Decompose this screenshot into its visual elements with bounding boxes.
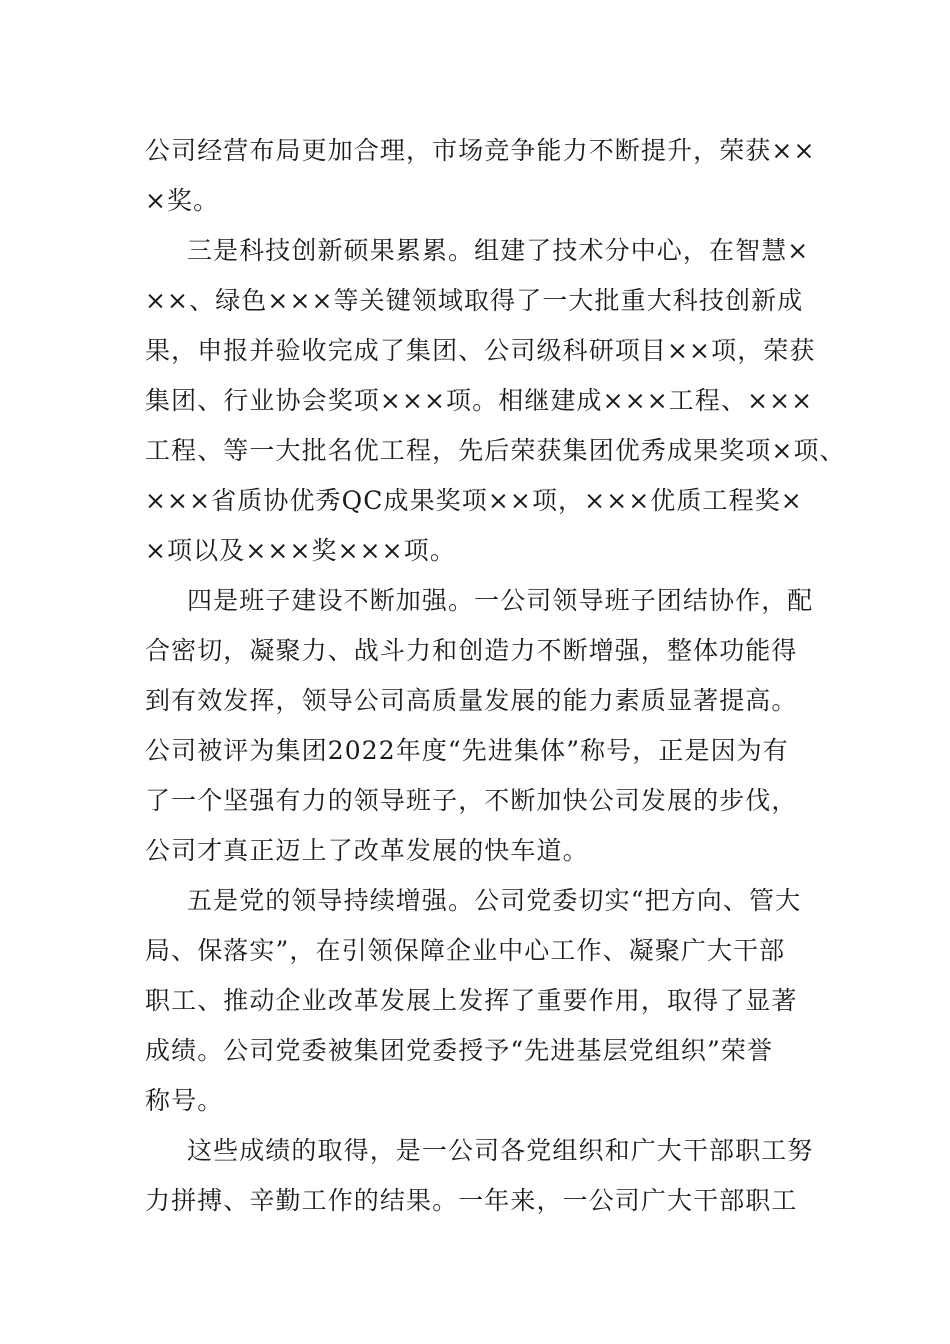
text-line: 公司才真正迈上了改革发展的快车道。 xyxy=(145,836,589,865)
text-line: 称号。 xyxy=(145,1086,224,1115)
text-line: 三是科技创新硕果累累。组建了技术分中心，在智慧× xyxy=(187,236,810,265)
text-line: 五是党的领导持续增强。公司党委切实“把方向、管大 xyxy=(187,886,802,915)
paragraph-business-layout xyxy=(145,126,825,226)
document-body xyxy=(145,126,846,1226)
text-line: ×××省质协优秀QC成果奖项××项，×××优质工程奖× xyxy=(145,486,803,515)
text-line: 公司经营布局更加合理，市场竞争能力不断提升，荣获×× xyxy=(145,136,816,165)
paragraph-party-leadership xyxy=(145,876,825,1126)
text-line: 四是班子建设不断加强。一公司领导班子团结协作，配 xyxy=(187,586,814,615)
text-line: 集团、行业协会奖项×××项。相继建成×××工程、××× xyxy=(145,386,814,415)
paragraph-achievements-summary xyxy=(145,1126,825,1226)
text-line: 了一个坚强有力的领导班子，不断加快公司发展的步伐， xyxy=(145,786,798,815)
text-line: 职工、推动企业改革发展上发挥了重要作用，取得了显著 xyxy=(145,986,798,1015)
text-line: 这些成绩的取得，是一公司各党组织和广大干部职工努 xyxy=(187,1136,814,1165)
text-line: ×项以及×××奖×××项。 xyxy=(145,536,456,565)
text-line: ×奖。 xyxy=(145,186,220,215)
text-line: ××、绿色×××等关键领域取得了一大批重大科技创新成 xyxy=(145,286,804,315)
text-line: 工程、等一大批名优工程，先后荣获集团优秀成果奖项×项、 xyxy=(145,436,846,465)
text-line: 成绩。公司党委被集团党委授予“先进基层党组织”荣誉 xyxy=(145,1036,774,1065)
paragraph-leadership-team xyxy=(145,576,825,876)
text-line: 公司被评为集团2022年度“先进集体”称号，正是因为有 xyxy=(145,736,789,765)
text-line: 到有效发挥，领导公司高质量发展的能力素质显著提高。 xyxy=(145,686,798,715)
text-line: 局、保落实”，在引领保障企业中心工作、凝聚广大干部 xyxy=(145,936,786,965)
text-line: 合密切，凝聚力、战斗力和创造力不断增强，整体功能得 xyxy=(145,636,798,665)
text-line: 果，申报并验收完成了集团、公司级科研项目××项，荣获 xyxy=(145,336,816,365)
paragraph-tech-innovation xyxy=(145,226,846,576)
text-line: 力拼搏、辛勤工作的结果。一年来，一公司广大干部职工 xyxy=(145,1186,798,1215)
